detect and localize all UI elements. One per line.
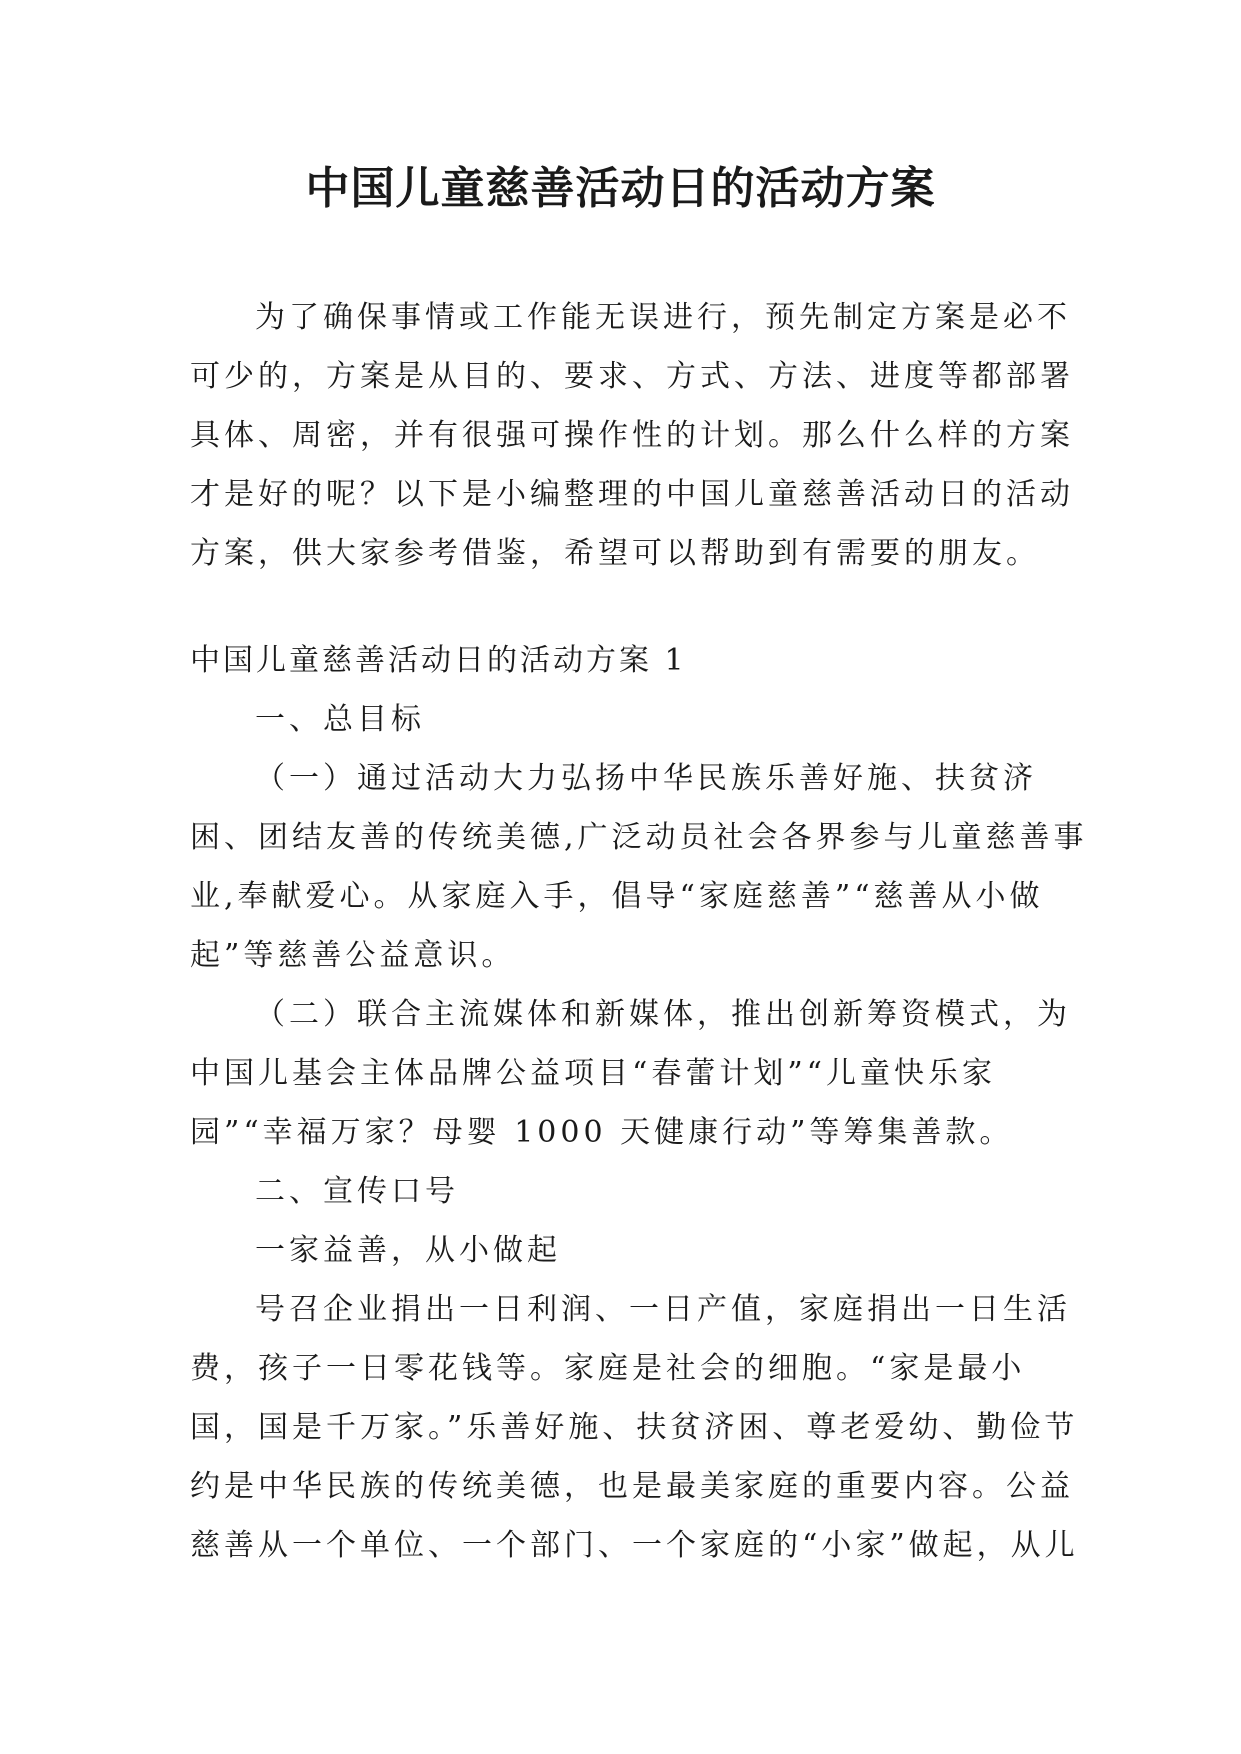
document-body bbox=[190, 288, 1090, 1575]
intro-paragraph: 为了确保事情或工作能无误进行，预先制定方案是必不可少的，方案是从目的、要求、方式、方法、进度等都部署具体、周密，并有很强可操作性的计划。那么什么样的方案才是好的呢？以下是小编整理的中国儿童慈善活动日的活动方案，供大家参考借鉴，希望可以帮助到有需要的朋友。 bbox=[190, 300, 1074, 571]
document-title: 中国儿童慈善活动日的活动方案 bbox=[305, 163, 936, 214]
goal-paragraph-2: （二）联合主流媒体和新媒体，推出创新筹资模式，为中国儿基会主体品牌公益项目“春蕾计划”“儿童快乐家园”“幸福万家？母婴 1000 天健康行动”等筹集善款。 bbox=[190, 997, 1071, 1150]
goal-paragraph-1: （一）通过活动大力弘扬中华民族乐善好施、扶贫济困、团结友善的传统美德,广泛动员社会各界参与儿童慈善事业,奉献爱心。从家庭入手，倡导“家庭慈善”“慈善从小做起”等慈善公益意识。 bbox=[190, 761, 1088, 973]
section-title: 中国儿童慈善活动日的活动方案 1 bbox=[190, 643, 687, 678]
slogan-text: 一家益善，从小做起 bbox=[255, 1233, 561, 1268]
heading-slogan: 二、宣传口号 bbox=[255, 1174, 459, 1209]
call-paragraph: 号召企业捐出一日利润、一日产值，家庭捐出一日生活费，孩子一日零花钱等。家庭是社会的细胞。“家是最小国，国是千万家。”乐善好施、扶贫济困、尊老爱幼、勤俭节约是中华民族的传统美德，也是最美家庭的重要内容。公益慈善从一个单位、一个部门、一个家庭的“小家”做起，从儿 bbox=[190, 1292, 1079, 1563]
heading-general-goal: 一、总目标 bbox=[255, 702, 425, 737]
